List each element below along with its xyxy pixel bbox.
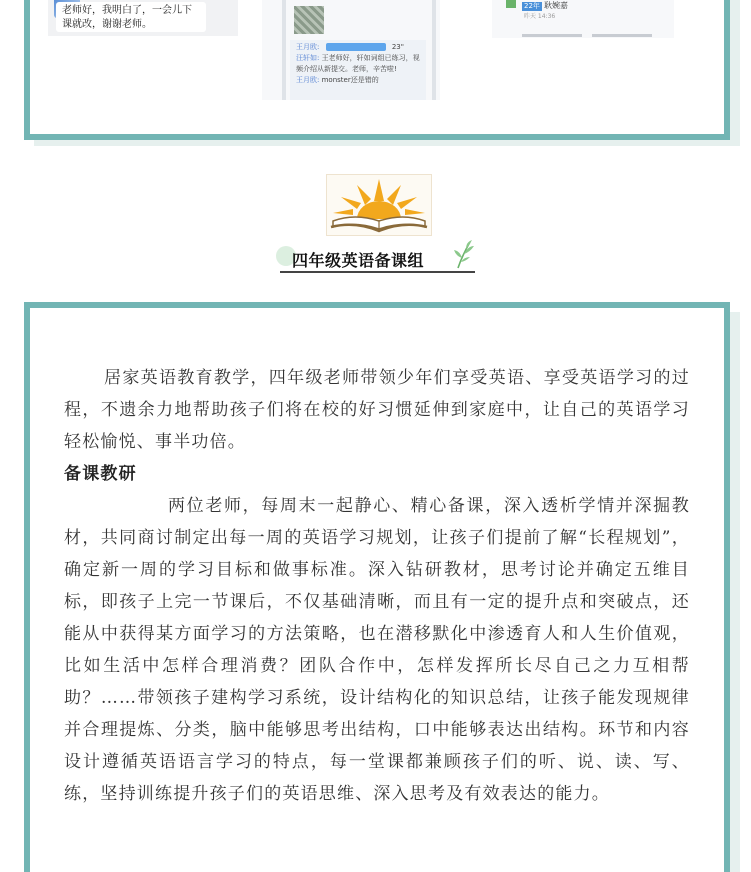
chat-bubble — [56, 2, 206, 32]
heading-underline — [280, 271, 475, 273]
article-body — [64, 362, 690, 810]
section-title: 四年级英语备课组 — [292, 251, 425, 270]
contact-name: 耿婉嘉 — [544, 1, 568, 10]
divider-line — [592, 34, 652, 37]
comment-row: 汪轩如: 王老师好，轩如词组已练习，视频介绍从新提交。老师，辛苦啦! — [296, 54, 420, 73]
subsection-title: 备课教研 — [64, 464, 137, 484]
voice-message-bar — [326, 43, 386, 51]
section-heading — [0, 240, 751, 276]
divider-line — [522, 34, 582, 37]
contact-screenshot — [492, 0, 674, 38]
leaf-icon — [452, 240, 476, 270]
feed-divider — [282, 0, 286, 100]
contact-time: 昨天 14:36 — [524, 13, 556, 20]
grade-badge: 22年 — [524, 2, 540, 10]
body-paragraph: 两位老师，每周末一起静心、精心备课，深入透析学情并深掘教材，共同商讨制定出每一周的英语学习规划，让孩子们提前了解“长程规划”，确定新一周的学习目标和做事标准。深入钻研教材，思考讨论并确定五维目标，即孩子上完一节课后，不仅基础清晰，而且有一定的提升点和突破点，还能从中获得某方面学习的方法策略，也在潜移默化中渗透育人和人生价值观，比如生活中怎样合理消费？团队合作中，怎样发挥所长尽自己之力互相帮助？……带领孩子建构学习系统，设计结构化的知识总结，让孩子能发现规律并合理提炼、分类，脑中能够思考出结构，口中能够表达出结构。环节和内容设计遵循英语语言学习的特点，每一堂课都兼顾孩子们的听、说、读、写、练，坚持训练提升孩子们的英语思维、深入思考及有效表达的能力。 — [64, 496, 690, 804]
comment-row: 王月欧: monster还是错的 — [296, 76, 379, 84]
status-tag — [506, 0, 516, 8]
intro-paragraph: 居家英语教育教学，四年级老师带领少年们享受英语、享受英语学习的过程，不遗余力地帮助孩子们将在校的好习惯延伸到家庭中，让自己的英语学习轻松愉悦、事半功倍。 — [64, 368, 690, 452]
chat-message: 老师好，我明白了，一会儿下课就改，谢谢老师。 — [62, 5, 192, 30]
image-thumbnail — [294, 6, 324, 34]
sun-book-logo — [326, 174, 432, 236]
chat-screenshot — [48, 0, 238, 36]
comment-row: 王月欧: 23" — [296, 43, 404, 51]
feed-screenshot — [262, 0, 440, 100]
sun-book-icon — [327, 175, 431, 235]
feed-divider — [432, 0, 436, 100]
comment-panel — [290, 40, 426, 100]
